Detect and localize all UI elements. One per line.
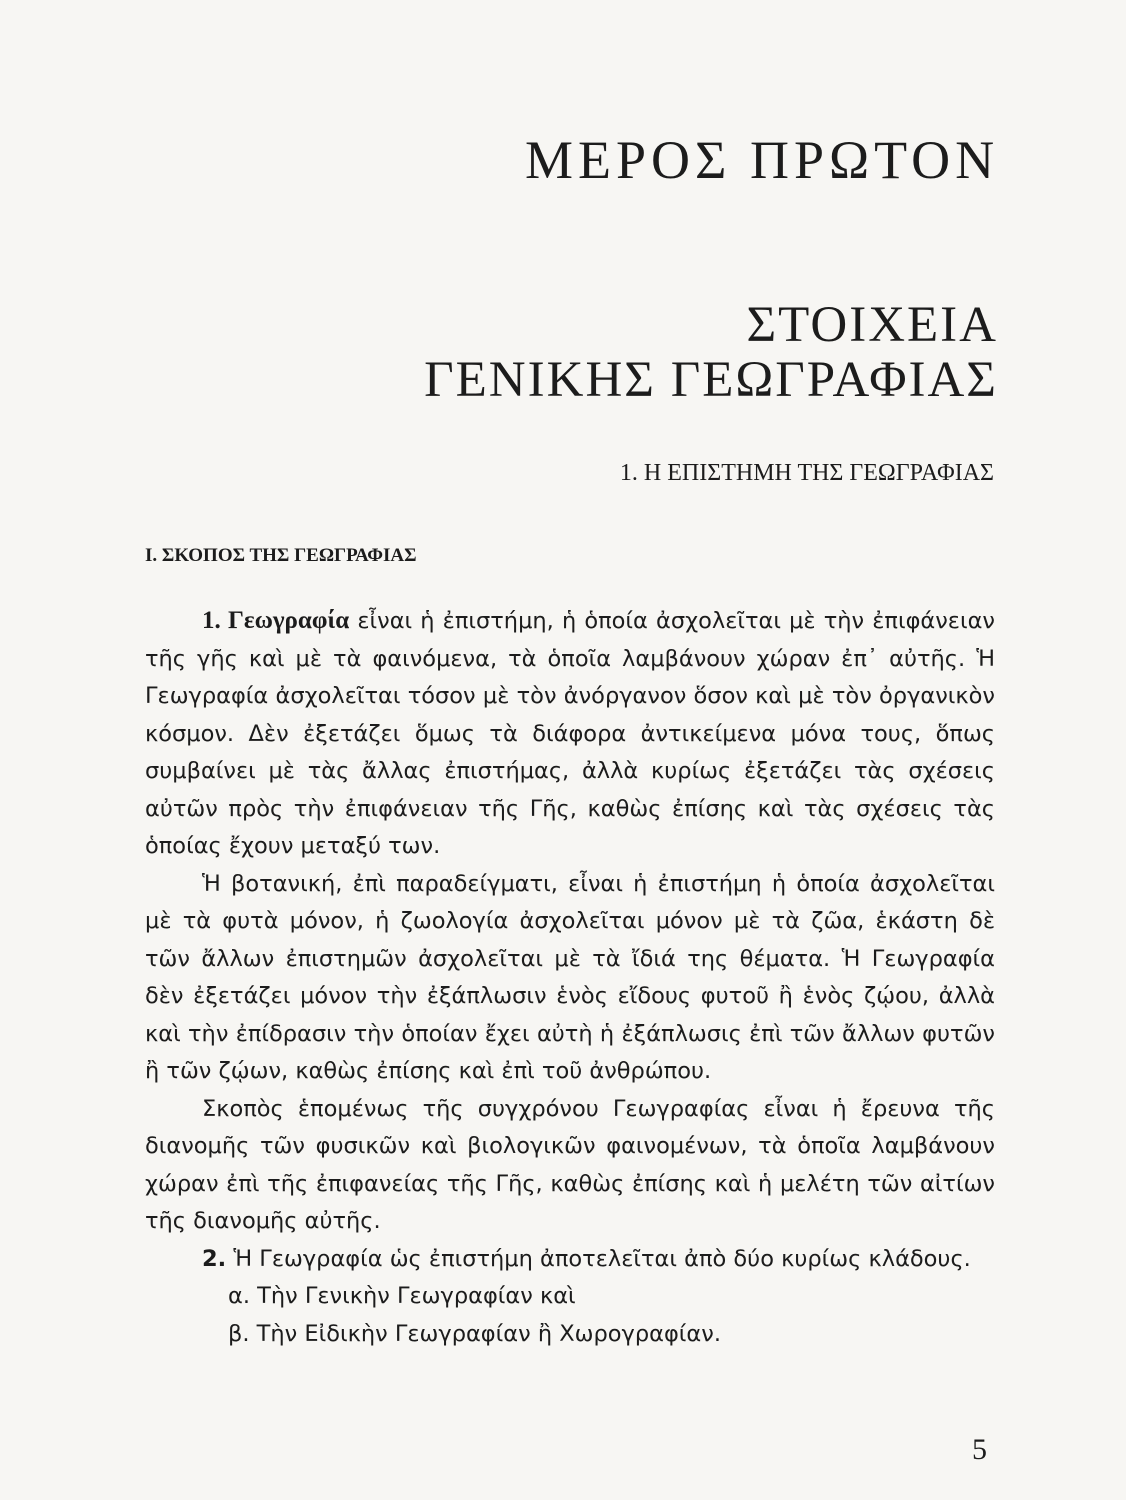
main-title-line-1: ΣΤΟΙΧΕΙΑ [746, 297, 998, 353]
paragraph-4-text: Ἡ Γεωγραφία ὡς ἐπιστήμη ἀποτελεῖται ἀπὸ δύο κυρίως κλάδους. [233, 1245, 971, 1272]
list-item-b: β. Τὴν Εἰδικὴν Γεωγραφίαν ἢ Χωρογραφίαν. [228, 1320, 721, 1347]
paragraph-1-lead: 1. Γεωγραφία [202, 607, 350, 634]
section-heading: I. ΣΚΟΠΟΣ ΤΗΣ ΓΕΩΓΡΑΦΙΑΣ [145, 545, 417, 566]
paragraph-1 [145, 602, 995, 866]
paragraph-2: Ἡ βοτανική, ἐπὶ παραδείγματι, εἶναι ἡ ἐπιστήμη ἡ ὁποία ἀσχολεῖται μὲ τὰ φυτὰ μόνον, ἡ ζωολογία ἀσχολεῖται μόνον μὲ τὰ ζῶα, ἑκάστη δὲ τῶν ἄλλων ἐπιστημῶν ἀσχολεῖται μὲ τὰ ἴδιά της θέματα. Ἡ Γεωγραφία δὲν ἐξετάζει μόνον τὴν ἐξάπλωσιν ἑνὸς εἴδους φυτοῦ ἢ ἑνὸς ζῴου, ἀλλὰ καὶ τὴν ἐπίδρασιν τὴν ὁποίαν ἔχει αὐτὴ ἡ ἐξάπλωσις ἐπὶ τῶν ἄλλων φυτῶν ἢ τῶν ζῴων, καθὼς ἐπίσης καὶ ἐπὶ τοῦ ἀνθρώπου. [145, 870, 995, 1084]
paragraph-4 [145, 1241, 995, 1279]
list-item-a: α. Τὴν Γενικὴν Γεωγραφίαν καὶ [228, 1283, 576, 1309]
paragraph-3: Σκοπὸς ἑπομένως τῆς συγχρόνου Γεωγραφίας εἶναι ἡ ἔρευνα τῆς διανομῆς τῶν φυσικῶν καὶ βιολογικῶν φαινομένων, τὰ ὁποῖα λαμβάνουν χώραν ἐπὶ τῆς ἐπιφανείας τῆς Γῆς, καθὼς ἐπίσης καὶ ἡ μελέτη τῶν αἰτίων τῆς διανομῆς αὐτῆς. [145, 1095, 995, 1234]
paragraph-4-lead: 2. [202, 1245, 227, 1272]
chapter-heading: 1. Η ΕΠΙΣΤΗΜΗ ΤΗΣ ΓΕΩΓΡΑΦΙΑΣ [619, 460, 994, 486]
page-number: 5 [972, 1433, 987, 1466]
main-title-line-2: ΓΕΝΙΚΗΣ ΓΕΩΓΡΑΦΙΑΣ [424, 352, 998, 408]
part-title: ΜΕΡΟΣ ΠΡΩΤΟΝ [525, 130, 1000, 190]
body-text [145, 602, 995, 1353]
paragraph-1-text: εἶναι ἡ ἐπιστήμη, ἡ ὁποία ἀσχολεῖται μὲ τὴν ἐπιφάνειαν τῆς γῆς καὶ μὲ τὰ φαινόμενα, τὰ ὁποῖα λαμβάνουν χώραν ἐπ᾽ αὐτῆς. Ἡ Γεωγραφία ἀσχολεῖται τόσον μὲ τὸν ἀνόργανον ὅσον καὶ μὲ τὸν ὀργανικὸν κόσμον. Δὲν ἐξετάζει ὅμως τὰ διάφορα ἀντικείμενα μόνα τους, ὅπως συμβαίνει μὲ τὰς ἄλλας ἐπιστήμας, ἀλλὰ κυρίως ἐξετάζει τὰς σχέσεις αὐτῶν πρὸς τὴν ἐπιφάνειαν τῆς Γῆς, καθὼς ἐπίσης καὶ τὰς σχέσεις τὰς ὁποίας ἔχουν μεταξύ των. [145, 608, 995, 859]
